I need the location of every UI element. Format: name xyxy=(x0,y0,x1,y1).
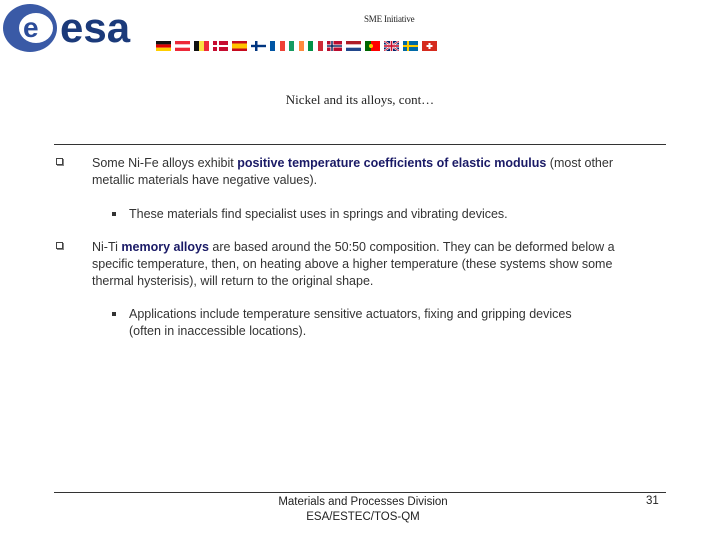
france-flag-icon xyxy=(270,41,285,51)
ireland-flag-icon xyxy=(289,41,304,51)
denmark-flag-icon xyxy=(213,41,228,51)
sub-bullet-icon xyxy=(112,312,116,316)
svg-text:e: e xyxy=(23,12,39,43)
bullet-text: Some Ni-Fe alloys exhibit xyxy=(92,156,238,170)
sub-bullet-applications: Applications include temperature sensitive actuators, fixing and gripping devices (often in inaccessible locations). xyxy=(129,307,572,338)
initiative-label: SME Initiative xyxy=(364,14,415,24)
sweden-flag-icon xyxy=(403,41,418,51)
bullet-ni-ti xyxy=(92,239,637,290)
sub-bullet-springs: These materials find specialist uses in springs and vibrating devices. xyxy=(129,207,508,221)
switzerland-flag-icon xyxy=(422,41,437,51)
norway-flag-icon xyxy=(327,41,342,51)
footer xyxy=(0,495,720,525)
finland-flag-icon xyxy=(251,41,266,51)
belgium-flag-icon xyxy=(194,41,209,51)
footer-department: ESA/ESTEC/TOS-QM xyxy=(306,511,420,523)
footer-division: Materials and Processes Division xyxy=(278,496,448,508)
bullet-ni-fe xyxy=(92,155,652,189)
bottom-divider xyxy=(54,492,666,493)
united-kingdom-flag-icon xyxy=(384,41,399,51)
bullet-emphasis: memory alloys xyxy=(121,240,209,254)
square-bullet-icon xyxy=(56,242,63,249)
esa-logo xyxy=(0,0,160,58)
netherlands-flag-icon xyxy=(346,41,361,51)
bullet-text: (most other metallic materials have negative values). xyxy=(92,156,613,187)
spain-flag-icon xyxy=(232,41,247,51)
member-flags xyxy=(156,41,437,52)
bullet-text: are based around the 50:50 composition. They can be deformed below a specific temperature, then, on heating above a higher temperature (these systems show some thermal hysterisis), will return to the original shape. xyxy=(92,240,615,288)
austria-flag-icon xyxy=(175,41,190,51)
top-divider xyxy=(54,144,666,145)
sub-bullet-icon xyxy=(112,212,116,216)
page-number: 31 xyxy=(646,495,659,507)
italy-flag-icon xyxy=(308,41,323,51)
slide-title: Nickel and its alloys, cont… xyxy=(285,92,435,107)
bullet-emphasis: positive temperature coefficients of elastic modulus xyxy=(237,156,547,170)
germany-flag-icon xyxy=(156,41,171,51)
portugal-flag-icon xyxy=(365,41,380,51)
bullet-text: Ni-Ti xyxy=(92,240,122,254)
logo-wordmark: esa xyxy=(60,4,131,51)
square-bullet-icon xyxy=(56,158,63,165)
